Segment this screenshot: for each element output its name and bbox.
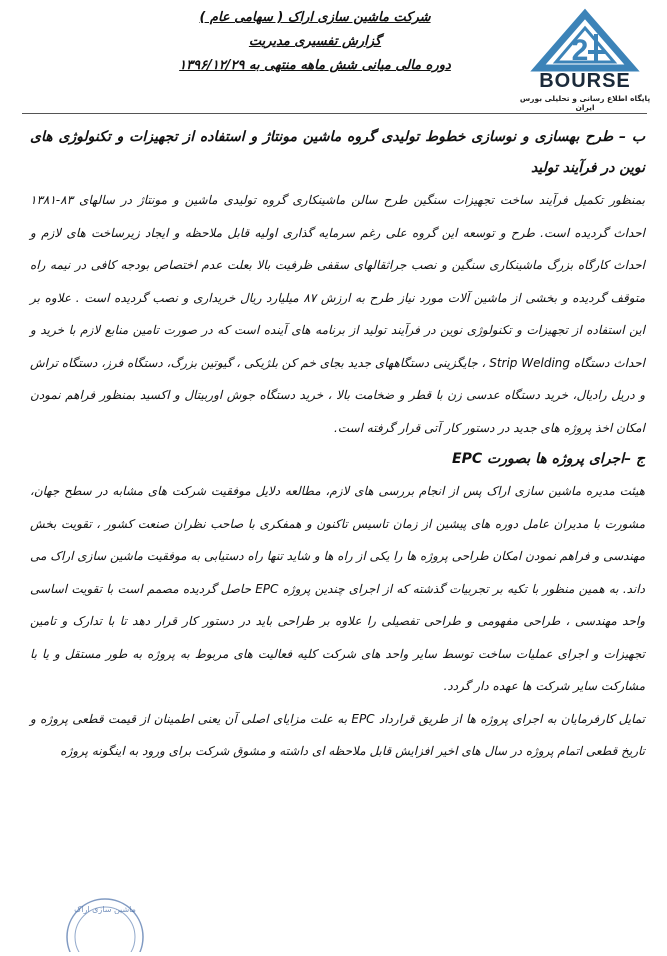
header-titles	[150, 6, 480, 78]
section-b-heading: ب – طرح بهسازی و نوسازی خطوط تولیدی گروه ماشین مونتاژ و استفاده از تجهیزات و تکنولوژی های نوین در فرآیند تولید	[30, 129, 645, 176]
section-c-paragraph-2: تمایل کارفرمایان به اجرای پروژه ها از طریق قرارداد EPC به علت مزایای اصلی آن یعنی اطمینان از قیمت قطعی پروژه و تاریخ قطعی اتمام پروژه در سال های اخیر افزایش قابل ملاحظه ای داشته و مشوق شرکت برای ورود به اینگونه پروژه	[30, 711, 645, 758]
section-b-paragraph: بمنظور تکمیل فرآیند ساخت تجهیزات سنگین طرح سالن ماشینکاری گروه تولیدی ماشین و مونتاژ در سالهای ۸۳-۱۳۸۱ احداث گردیده است. طرح و توسعه این گروه علی رغم سرمایه گذاری اولیه قابل ملاحظه و ایجاد زیرساخت های لازم و احداث کارگاه بزرگ ماشینکاری سنگین و نصب جراثقالهای سقفی ظرفیت بالا بعلت عدم اختصاص بودجه کافی در نیمه راه متوقف گردیده و بخشی از ماشین آلات مورد نیاز طرح به ارزش ۸۷ میلیارد ریال خریداری و نصب گردیده است . علاوه بر این استفاده از تجهیزات و تکنولوژی نوین در فرآیند تولید از برنامه های آینده است که در صورت تامین منابع لازم با خرید و احداث دستگاه Strip Welding ، جایگزینی دستگاههای جدید بجای خم کن بلژیکی ، گیوتین بزرگ، دستگاه فرز، دستگاه تراش و دریل رادیال، خرید دستگاه عدسی زن با قطر و ضخامت بالا ، خرید دستگاه جوش اوربیتال و اکسید بمنظور فراهم نمودن امکان اخذ پروژه های جدید در دستور کار آتی قرار گرفته است.	[30, 193, 646, 435]
company-stamp	[60, 892, 150, 952]
svg-text:ماشین سازی اراک: ماشین سازی اراک	[74, 905, 136, 914]
report-period: دوره مالی میانی شش ماهه منتهی به ۱۳۹۶/۱۲/۲۹	[179, 58, 451, 73]
header-divider	[22, 113, 647, 114]
company-name: شرکت ماشین سازی اراک ( سهامی عام )	[199, 10, 431, 25]
section-c-paragraph-1: هیئت مدیره ماشین سازی اراک پس از انجام بررسی های لازم، مطالعه دلایل موفقیت شرکت های مشابه در سطح جهان، مشورت با مدیران عامل دوره های پیشین از زمان تاسیس تاکنون و همفکری با صاحب نظران صنعت کشور ، تقویت بخش مهندسی و فراهم نمودن امکان طراحی پروژه ها را یکی از راه ها و شاید تنها راه دستیابی به موفقیت ماشین سازی اراک می داند. به همین منظور با تکیه بر تجربیات گذشته که از اجرای چندین پروژه EPC حاصل گردیده مصمم است با تقویت اساسی واحد مهندسی ، طراحی مفهومی و طراحی تفصیلی را علاوه بر طراحی باید در دستور کار قرار دهد تا با تدارک و تامین تجهیزات و اجرای عملیات ساخت توسط سایر واحد های شرکت کلیه فعالیت های مربوط به پروژه به طور مستقل و یا با مشارکت سایر شرکت ها عهده دار گردد.	[30, 484, 646, 693]
logo-tagline: پایگاه اطلاع رسانی و تحلیلی بورس ایران	[519, 94, 651, 112]
stamp-seal-icon	[60, 892, 150, 952]
section-c-heading: ج –اجرای پروژه ها بصورت EPC	[452, 451, 645, 467]
document-body	[30, 122, 645, 768]
page-header	[0, 0, 667, 112]
bourse-logo	[510, 8, 660, 112]
logo-brand: BOURSE	[539, 70, 631, 92]
svg-text:2: 2	[571, 34, 589, 67]
bourse-logo-mark-icon	[510, 8, 660, 72]
report-title: گزارش تفسیری مدیریت	[248, 34, 382, 49]
